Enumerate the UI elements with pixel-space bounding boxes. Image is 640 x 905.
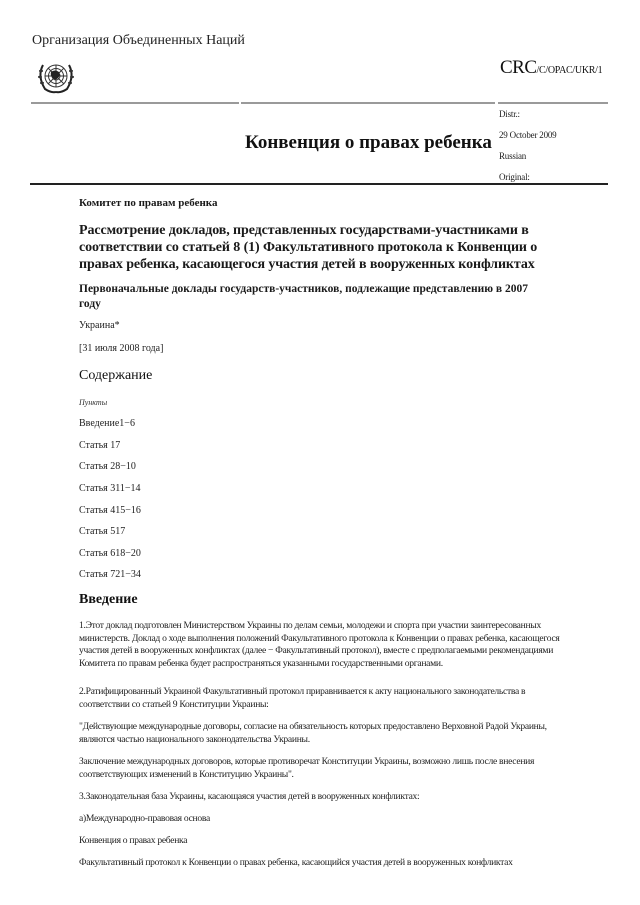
toc-heading: Содержание (79, 368, 153, 383)
toc-item[interactable]: Статья 618−20 (79, 548, 141, 559)
paragraph-3: 3.Законодательная база Украины, касающаяся участия детей в вооруженных конфликтах: (79, 791, 420, 802)
toc-item[interactable]: Статья 17 (79, 440, 121, 451)
document-symbol (500, 57, 602, 79)
header-rule-middle (241, 102, 495, 104)
symbol-suffix: /C/OPAC/UKR/1 (536, 65, 603, 76)
list-item-protocol: Факультативный протокол к Конвенции о правах ребенка, касающийся участия детей в вооруженных конфликтах (79, 857, 513, 868)
toc-item[interactable]: Статья 415−16 (79, 505, 141, 516)
report-date: [31 июля 2008 года] (79, 343, 164, 354)
list-item-convention: Конвенция о правах ребенка (79, 835, 188, 846)
organization-name: Организация Объединенных Наций (32, 33, 245, 48)
country-name: Украина* (79, 320, 120, 331)
symbol-main: CRC (500, 57, 537, 78)
toc-item[interactable]: Статья 721−34 (79, 569, 141, 580)
convention-title: Конвенция о правах ребенка (245, 132, 492, 153)
paragraph-quote-1: "Действующие международные договоры, согласие на обязательность которых предоставлено Верховной Радой Украины, являются частью национального законодательства Украины. (79, 721, 547, 745)
paragraph-quote-2: Заключение международных договоров, которые противоречат Конституции Украины, возможно лишь после внесения соответствующих изменений в Конституцию Украины". (79, 756, 535, 780)
original-label: Original: (499, 172, 530, 182)
toc-column-label: Пункты (79, 398, 108, 407)
toc-item[interactable]: Статья 517 (79, 526, 126, 537)
distribution-label: Distr.: (499, 109, 520, 119)
toc-item[interactable]: Статья 28−10 (79, 461, 136, 472)
introduction-heading: Введение (79, 592, 138, 607)
toc-item[interactable]: Введение1−6 (79, 418, 135, 429)
paragraph-1: 1.Этот доклад подготовлен Министерством Украины по делам семьи, молодежи и спорта при участии заинтересованных министерств. Доклад о ходе выполнения положений Факультативного протокола к Конвенции о правах ребенка, касающегося участия детей в вооруженных конфликтах (далее − Факультативный протокол), вместе с предполагаемыми рекомендациями Комитета по правам ребенка будет распространяться указанными государственными органами. (79, 620, 560, 669)
document-subtitle: Первоначальные доклады государств-участников, подлежащие представлению в 2007 году (79, 283, 528, 310)
header-rule-left (31, 102, 239, 104)
header-rule-right (498, 102, 608, 104)
subsection-a: a)Международно-правовая основа (79, 813, 210, 824)
document-date: 29 October 2009 (499, 130, 557, 140)
committee-name: Комитет по правам ребенка (79, 197, 218, 209)
document-title: Рассмотрение докладов, представленных государствами-участниками в соответствии со статьей 8 (1) Факультативного протокола к Конвенции о правах ребенка, касающегося участия детей в вооруженных конфликтах (79, 223, 538, 272)
toc-item[interactable]: Статья 311−14 (79, 483, 141, 494)
paragraph-2: 2.Ратифицированный Украиной Факультативный протокол приравнивается к акту национального законодательства в соответствии со статьей 9 Конституции Украины: (79, 686, 526, 710)
document-language: Russian (499, 151, 527, 161)
header-bottom-rule (30, 183, 608, 185)
un-emblem-icon (31, 59, 81, 95)
